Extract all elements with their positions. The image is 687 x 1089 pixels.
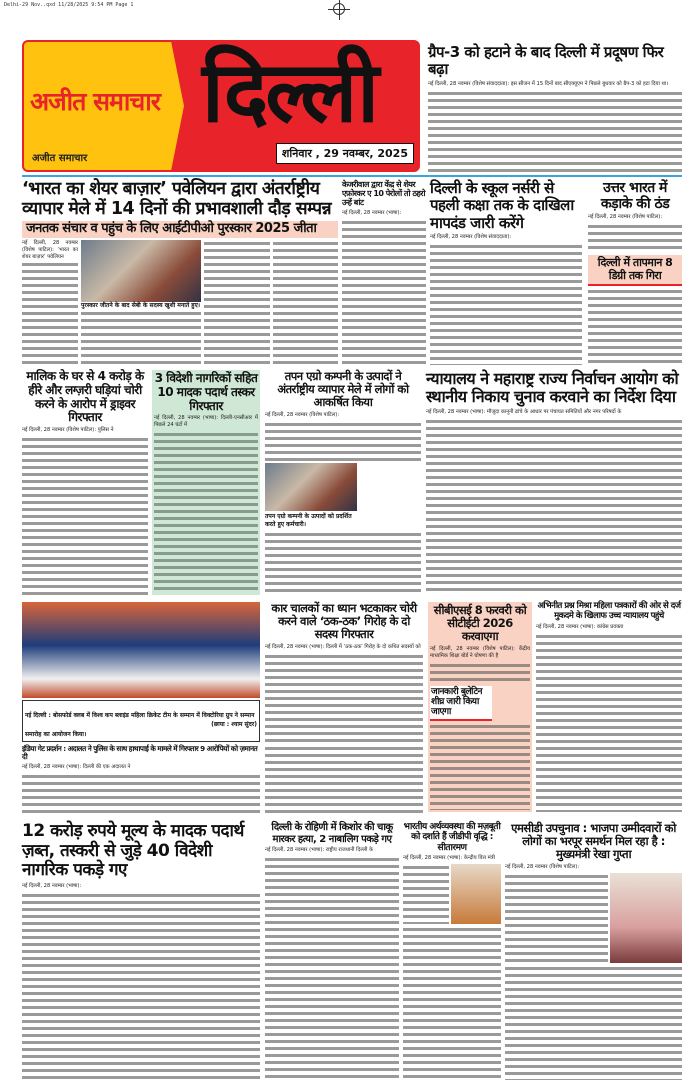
dateline: नई दिल्ली, 28 नवम्बर (भाषा): <box>22 882 82 889</box>
dateline: नई दिल्ली, 28 नवम्बर (विशेष पाटिल): <box>588 214 663 221</box>
story-cbse-ctet <box>428 602 532 812</box>
story-12-crore-drugs <box>22 822 260 1080</box>
dateline: नई दिल्ली, 28 नवम्बर (विशेष पाटिल): ‘भारत का शेयर बाज़ार’ पवेलियन <box>22 240 78 261</box>
photo-caption: नई दिल्ली : बोसफोर्ड क्लब में विश्व कप ब्लाइंड महिला क्रिकेट टीम के सम्मान में विक्टोरिया ग्रुप ने सम्मान समारोह का आयोजन किया। <box>25 712 255 738</box>
dateline: नई दिल्ली, 28 नवम्बर (विशेष पाटिल): <box>265 411 340 418</box>
photo-caption: तपन एग्रो कम्पनी के उत्पादों को प्रदर्शित करते हुए कर्मचारी। <box>265 512 352 528</box>
dateline: नई दिल्ली, 28 नवम्बर (भाषा): दिल्ली की एक अदालत ने <box>22 763 131 770</box>
headline: सीबीएसई 8 फरवरी को सीटीईटी 2026 करवाएगा <box>433 603 527 644</box>
brand-small: अजीत समाचार <box>32 153 88 164</box>
highlight-box: जानकारी बुलेटिन शीघ्र जारी किया जाएगा <box>430 686 492 721</box>
story-tapan-agro <box>265 370 421 595</box>
story-kejriwal <box>342 180 426 365</box>
headline: ‘भारत का शेयर बाज़ार’ पवेलियन द्वारा अंतर्राष्ट्रीय व्यापार मेले में 14 दिनों की प्रभावशाली दौड़ सम्पन्न <box>22 179 332 220</box>
dateline: नई दिल्ली, 28 नवम्बर (विशेष संवाददाता): <box>430 233 512 240</box>
dateline: नई दिल्ली, 28 नवम्बर (भाषा): <box>342 209 402 216</box>
dateline: नई दिल्ली, 28 नवम्बर (भाषा): दिल्ली में ‘ठक-ठक’ गिरोह के दो कथित सदस्यों को <box>265 643 421 650</box>
edition-title: दिल्ली <box>202 43 376 141</box>
story-mcd-bypoll <box>505 822 682 1080</box>
dateline: नई दिल्ली, 28 नवम्बर (विशेष संवाददाता): इस सीजन में 15 दिनों बाद सीएक्यूएम ने पिछले बुधवार को ग्रैप-3 को हटा दिया था। <box>428 80 669 87</box>
divider <box>22 175 682 177</box>
story-school-admission <box>430 180 582 365</box>
story-india-gate <box>22 745 260 815</box>
story-driver-theft <box>22 370 148 595</box>
story-gdp-sitharaman <box>403 822 501 1080</box>
headline: न्यायालय ने महाराष्ट्र राज्य निर्वाचन आयोग को स्थानीय निकाय चुनाव करवाने का निर्देश दिया <box>426 369 679 407</box>
dateline: नई दिल्ली, 28 नवम्बर (विशेष पाटिल): पुलिस ने <box>22 427 114 434</box>
headline: ग्रैप-3 को हटाने के बाद दिल्ली में प्रदूषण फिर बढ़ा <box>428 43 664 79</box>
story-thak-thak-continued <box>265 745 423 813</box>
story-maharashtra-court <box>426 370 682 595</box>
story-cold-wave <box>588 180 682 365</box>
headline: अभिनीत प्रश्न मिश्रा महिला पत्रकारों की ओर से दर्ज मुकदमे के खिलाफ उच्च न्यायालय पहुंचे <box>537 601 681 621</box>
headline: भारतीय अर्थव्यवस्था की मज़बूती को दर्शाते हैं जीडीपी वृद्धि : सीतारमण <box>403 822 501 853</box>
dateline: नई दिल्ली, 28 नवम्बर (भाषा): केन्द्रीय वित्त मंत्री <box>403 855 495 862</box>
photo-credit: (छाया : श्याम सुंदर) <box>211 721 257 728</box>
photo-sebi-celebration <box>81 240 201 302</box>
dateline: नई दिल्ली, 28 नवम्बर (विशेष पाटिल): <box>505 863 580 870</box>
highlight-box: दिल्ली में तापमान 8 डिग्री तक गिरा <box>588 255 682 286</box>
subheadline: जनतक संचार व पहुंच के लिए आईटीपीओ पुरस्कार 2025 जीता <box>22 221 338 238</box>
dateline: नई दिल्ली, 28 नवम्बर (भाषा): राष्ट्रीय राजधानी दिल्ली के <box>265 847 374 853</box>
dateline: नई दिल्ली, 28 नवम्बर (भाषा): मौजूदा कानूनी ढांचे के आधार पर पंचायत समितियों और नगर परिषदों के <box>426 408 622 415</box>
headline: तपन एग्रो कम्पनी के उत्पादों ने अंतर्राष्ट्रीय व्यापार मेले में लोगों को आकर्षित किया <box>277 369 409 410</box>
story-bharat-share <box>22 179 338 365</box>
headline: केजरीवाल द्वारा केंद्र से शेयर एफ़ोरकर ए 10 पेरोलों तो ठहरो उन्हें बांट <box>342 180 426 208</box>
story-smugglers <box>152 370 260 595</box>
edition-date: शनिवार , 29 नवम्बर, 2025 <box>276 143 414 164</box>
masthead <box>22 40 420 172</box>
headline: दिल्ली के स्कूल नर्सरी से पहली कक्षा तक के दाखिला मापदंड जारी करेंगे <box>430 179 574 232</box>
photo-caption: पुरस्कार जीतने के बाद सेबी के सदस्य खुशी मनाते हुए। <box>81 302 201 310</box>
headline: एमसीडी उपचुनाव : भाजपा उम्मीदवारों को लोगों का भरपूर समर्थन मिल रहा है : मुख्यमंत्री रेखा गुप्ता <box>511 821 676 862</box>
story-cricket-photo <box>22 602 260 742</box>
dateline: नई दिल्ली, 28 नवम्बर (विशेष पाटिल): केंद्रीय माध्यमिक शिक्षा बोर्ड ने घोषणा की है <box>430 645 530 659</box>
photo-tapan-products <box>265 463 357 511</box>
registration-mark-icon <box>333 3 345 15</box>
photo-blind-cricket-team <box>22 602 260 698</box>
headline: उत्तर भारत में कड़ाके की ठंड <box>600 180 670 213</box>
headline: मालिक के घर से 4 करोड़ के हीरे और लग्ज़री घड़ियां चोरी करने के आरोप में ड्राइवर गिरफ्तार <box>26 369 144 425</box>
headline: इंडिया गेट प्रदर्शन : अदालत ने पुलिस के साथ हाथापाई के मामले में गिरफ्तार 9 आरोपियों को ज़मानत दी <box>22 744 258 762</box>
story-journalists-case <box>536 602 682 812</box>
story-rohini-murder <box>265 822 399 1080</box>
headline: 3 विदेशी नागरिकों सहित 10 मादक पदार्थ तस्कर गिरफ्तार <box>154 371 258 413</box>
photo-sitharaman <box>451 864 501 924</box>
brand-logo: अजीत समाचार <box>30 87 160 116</box>
headline: 12 करोड़ रुपये मूल्य के मादक पदार्थ ज़ब्त, तस्करी से जुड़े 40 विदेशी नागरिक पकड़े गए <box>22 821 244 881</box>
headline: कार चालकों का ध्यान भटकाकर चोरी करने वाले ‘ठक-ठक’ गिरोह के दो सदस्य गिरफ्तार <box>271 601 417 642</box>
dateline: नई दिल्ली, 28 नवम्बर (भाषा): दिल्ली-एनसीआर में पिछले 24 घंटों में <box>154 415 258 429</box>
dateline: नई दिल्ली, 28 नवम्बर (भाषा): कांग्रेस प्रवक्ता <box>536 623 624 630</box>
story-thak-thak <box>265 602 423 742</box>
print-slug: Delhi-29 Nov..qxd 11/28/2025 9:54 PM Page 1 <box>4 2 134 8</box>
photo-rekha-gupta <box>610 873 682 963</box>
story-grap3 <box>428 44 682 172</box>
headline: दिल्ली के रोहिणी में किशोर की चाकू मारकर हत्या, 2 नाबालिग पकड़े गए <box>271 822 393 845</box>
